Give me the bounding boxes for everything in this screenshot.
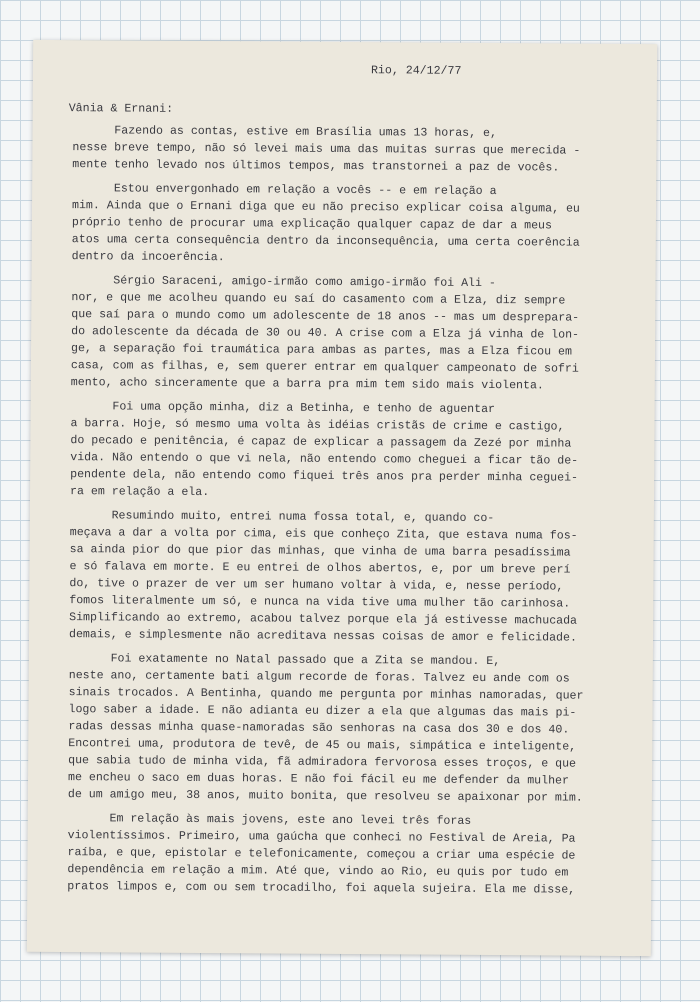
text-line: nesse breve tempo, não só levei mais uma das muitas surras que merecida - [72,141,581,158]
text-line: de um amigo meu, 38 anos, muito bonita, que resolveu se apaixonar por mim. [67,788,583,805]
text-line: Encontrei uma, produtora de tevê, de 45 ou mais, simpática e inteligente, [68,737,577,754]
text-line: a barra. Hoje, só mesmo uma volta às idéias cristãs de crime e castigo, [70,417,565,434]
letter-paragraph [72,122,652,177]
letter-paragraph [70,398,651,504]
text-line: que sabia tudo de minha vida, fã admiradora fervorosa esses troços, e que [68,754,577,771]
text-line: Simplificando ao extremo, acabou talvez porque ela já estivesse machucada [69,611,578,628]
text-line: ge, a separação foi traumática para ambas as partes, mas a Elza ficou em [70,342,573,359]
text-line: mente tenho levado nos últimos tempos, mas transtornei a paz de vocês. [72,158,560,175]
text-line: logo saber a idade. E não adianta eu dizer a ela que algumas das mais pi- [68,703,577,720]
text-line: e só falava em morte. E eu entrei de olhos abertos, e, por um breve perí [69,560,571,577]
text-line: Em relação às mais jovens, este ano levei três foras [67,812,472,828]
text-line: pratos limpos e, com ou sem trocadilho, foi aquela sujeira. Ela me disse, [67,880,576,897]
text-line: radas dessas minha quase-namoradas são senhoras na casa dos 30 e dos 40. [68,720,570,737]
text-line: mento, acho sinceramente que a barra pra mim tem sido mais violenta. [70,376,544,393]
text-line: Foi exatamente no Natal passado que a Zita se mandou. E, [68,652,501,669]
text-line: neste ano, certamente bati algum recorde de foras. Talvez eu ande com os [68,669,570,686]
text-line: Estou envergonhado em relação a vocês -- e em relação a [72,182,497,199]
text-line: atos uma certa consequência dentro da inconsequência, uma certa coerência [71,233,580,250]
letter-greeting: Vânia & Ernani: [68,102,174,116]
text-line: fomos literalmente um só, e nunca na vida tive uma mulher tão carinhosa. [69,594,571,611]
text-line: dentro da incoerência. [71,250,225,265]
letter-paragraph [69,507,650,647]
text-line: que saí para o mundo como um adolescente de 18 anos -- mas um despreparа- [71,308,580,325]
text-line: do adolescente da década de 30 ou 40. A crise com a Elza já vinha de lon- [71,325,580,342]
text-line: do pecado e penitência, é capaz de explicar a passagem da Zezé por minha [70,434,572,451]
text-line: nor, e que me acolheu quando eu saí do casamento com a Elza, diz sempre [71,291,566,308]
text-line: pendente dela, não entendo como fiquei três anos pra perder minha cegueі- [70,468,579,485]
text-line: sinais trocados. A Bentinha, quando me pergunta por minhas namoradas, quer [68,686,584,703]
text-line: violentíssimos. Primeiro, uma gaúcha que conheci no Festival de Areia, Pa [67,829,576,846]
letter-body [67,122,652,906]
letter-paragraph [72,180,653,269]
letter-sheet [27,40,657,956]
text-line: vida. Não entendo o que vi nela, não entendo como cheguei a ficar tão de- [70,451,579,468]
text-line: demais, e simplesmente não acreditava nessas coisas de amor e felicidade. [68,628,577,645]
text-line: dependência em relação a mim. Até que, vindo ao Rio, eu quis por tudo em [67,863,569,880]
text-line: meçava a dar a volta por cima, eis que conheço Zita, que estava numa fos- [69,526,578,543]
text-line: Resumindo muito, entrei numa fossa total, e, quando co- [69,509,495,526]
letter-paragraph [67,810,648,899]
letter-date: Rio, 24/12/77 [370,64,462,78]
text-line: raíba, e que, epistolar e telefonicamente, começou a criar uma espécie de [67,846,576,863]
text-line: Foi uma opção minha, diz a Betinha, e tenho de aguentar [70,400,496,417]
letter-paragraph [71,272,652,395]
text-line: Sérgio Saraceni, amigo-irmão como amigo-irmão foi Ali - [71,274,496,291]
text-line: Fazendo as contas, estive em Brasília umas 13 horas, e, [72,124,497,141]
text-line: sa ainda pior do que pior das minhas, que vinha de uma barra pesadíssima [69,543,571,560]
text-line: mim. Ainda que o Ernani diga que eu não preciso explicar coisa alguma, eu [71,199,580,216]
text-line: me encheu o saco em duas horas. E não foi fácil eu me defender da mulher [67,771,570,788]
text-line: casa, com as filhas, e, sem querer entrar em qualquer campeonato de sofri [70,359,579,376]
text-line: ra em relação a ela. [69,485,210,500]
text-line: próprio tenho de procurar uma explicação qualquer capaz de dar a meus [71,216,553,233]
text-line: do, tive o prazer de ver um ser humano voltar à vida, e, nesse período, [69,577,564,594]
letter-paragraph [68,650,649,807]
